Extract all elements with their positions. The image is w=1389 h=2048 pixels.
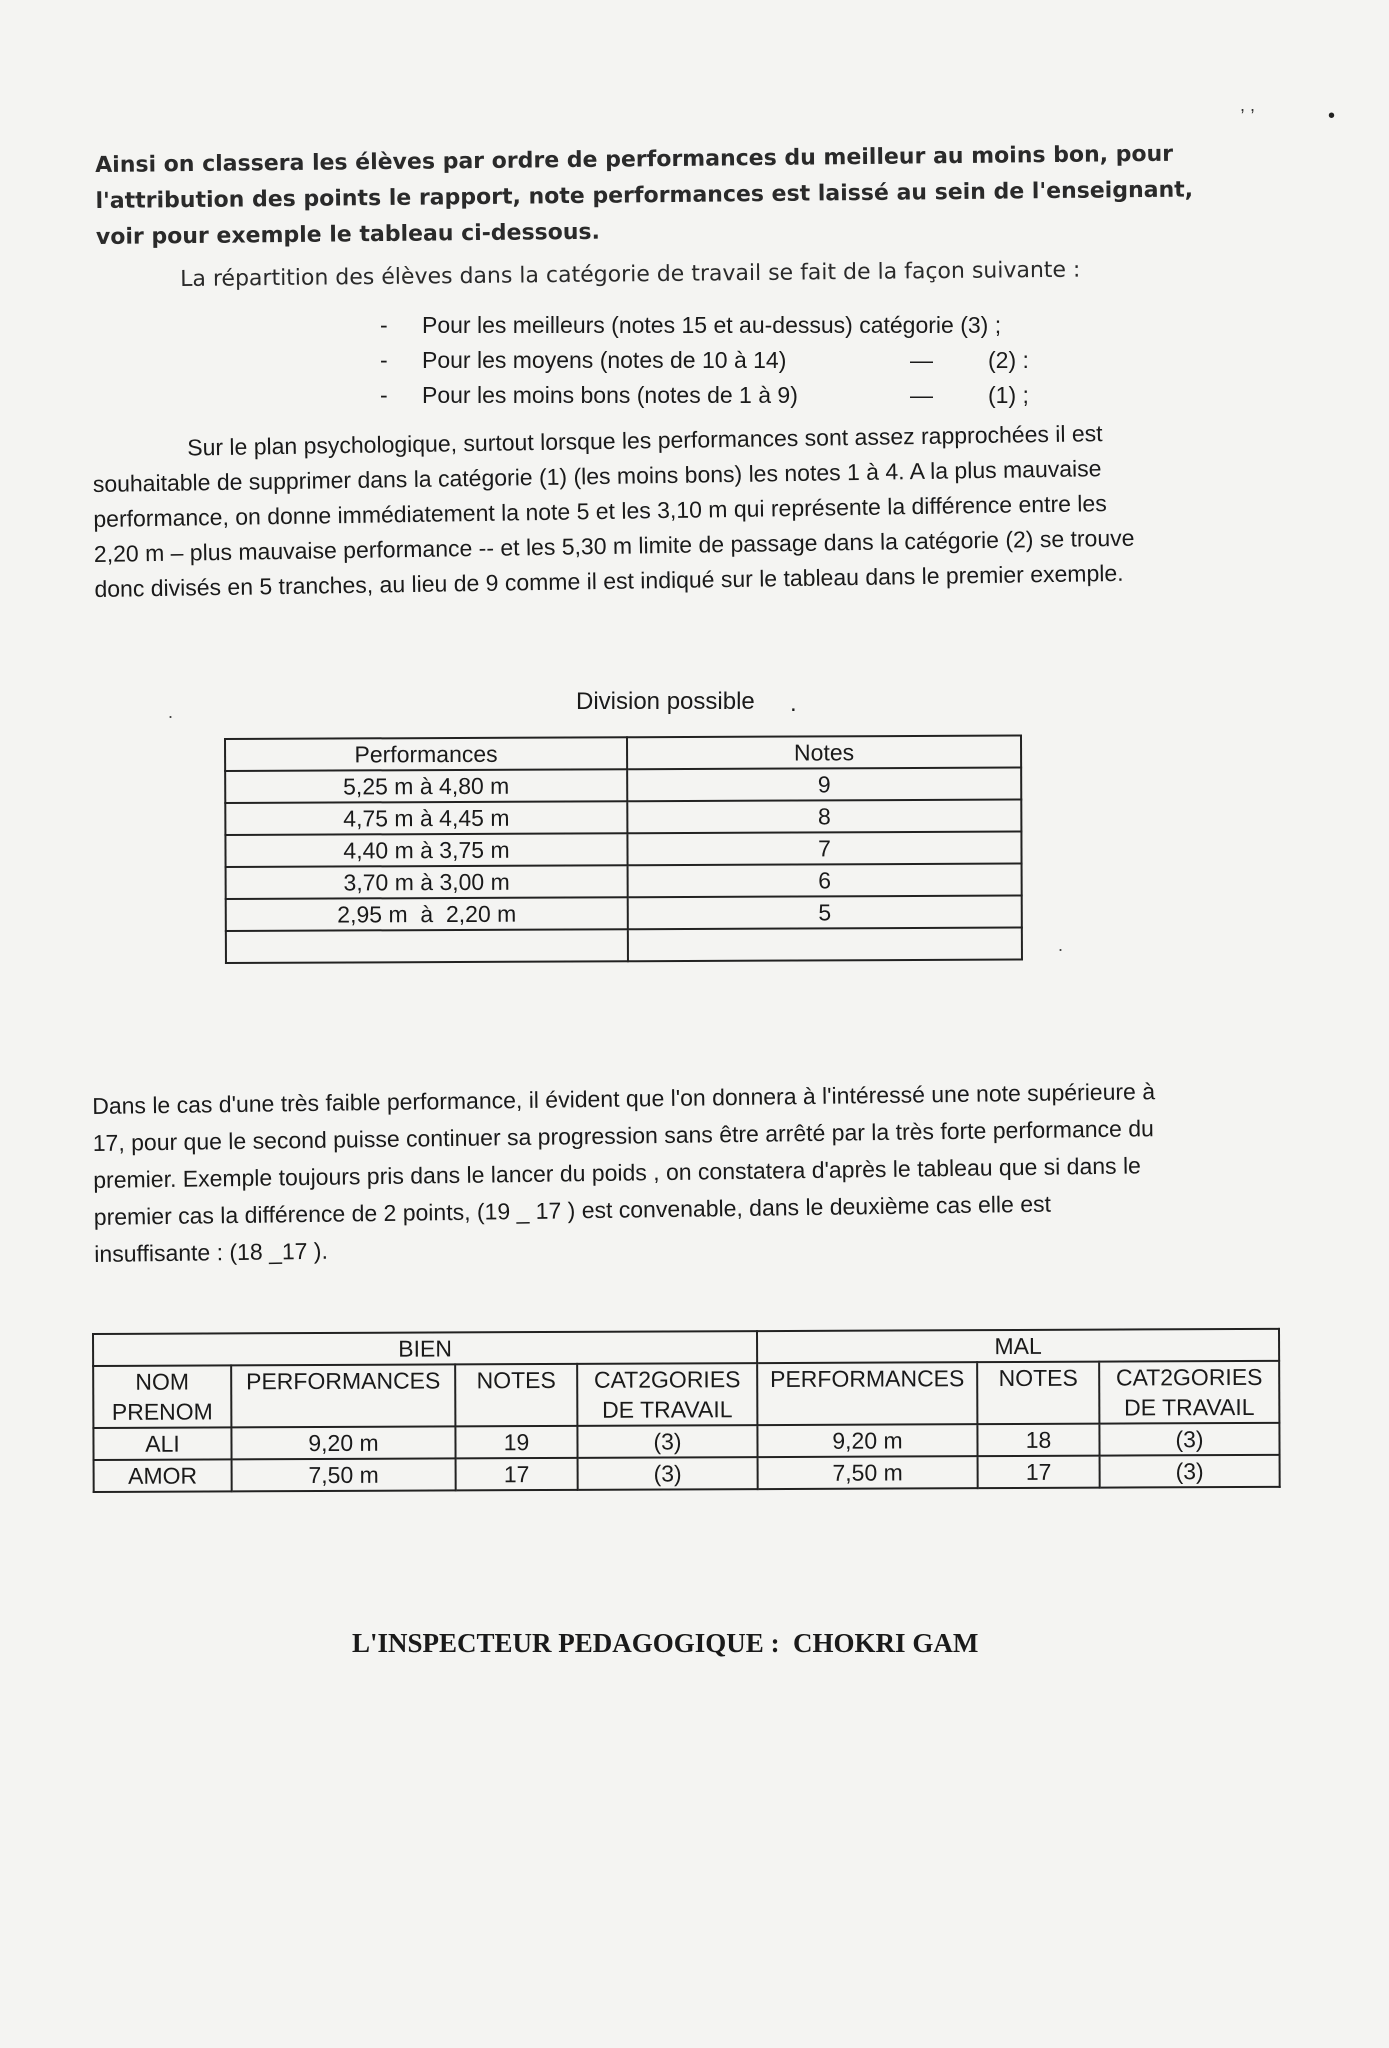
scan-speck: , ,: [1240, 95, 1256, 115]
list-item-text: Pour les meilleurs (notes 15 et au-dessus) catégorie (3) ;: [422, 312, 1002, 338]
table-header-row: [225, 736, 1021, 771]
performance-cell: 4,75 m à 4,45 m: [225, 801, 627, 835]
group-header-row: [93, 1329, 1279, 1366]
repartition-heading: La répartition des élèves dans la catégorie de travail se fait de la façon suivante :: [180, 257, 1081, 292]
column-header-notes: Notes: [627, 736, 1021, 770]
performance-mal: 9,20 m: [757, 1424, 977, 1457]
student-name: AMOR: [94, 1459, 232, 1492]
paragraph-line: 17, pour que le second puisse continuer sa progression sans être arrêté par la très forte performance du: [92, 1115, 1155, 1156]
list-item-text: Pour les moyens (notes de 10 à 14): [422, 347, 787, 373]
division-caption: Division possible: [576, 688, 755, 715]
note-mal: 18: [977, 1424, 1099, 1457]
table-row: [225, 768, 1021, 803]
group-header-bien: BIEN: [93, 1331, 757, 1366]
column-header-row: [93, 1361, 1279, 1428]
list-item-category: (2) :: [988, 347, 1029, 373]
student-name: ALI: [93, 1427, 231, 1460]
categories-label-line2: DE TRAVAIL: [602, 1396, 733, 1423]
categories-label-line1: CAT2GORIES: [1115, 1363, 1263, 1391]
table-row: [226, 864, 1022, 899]
scan-speck: .: [790, 690, 797, 717]
category-mal: (3): [1099, 1423, 1279, 1456]
scan-speck: .: [168, 702, 174, 722]
performance-cell: 3,70 m à 3,00 m: [226, 865, 628, 899]
note-cell: 6: [628, 864, 1022, 898]
performance-bien: 7,50 m: [232, 1458, 456, 1491]
performance-cell: 5,25 m à 4,80 m: [225, 769, 627, 803]
category-mal: (3): [1100, 1455, 1280, 1488]
list-item: [380, 308, 1080, 343]
performance-mal: 7,50 m: [758, 1456, 978, 1489]
weak-performance-paragraph: [92, 1072, 1264, 1273]
intro-paragraph: Ainsi on classera les élèves par ordre de performances du meilleur au moins bon, pour l'attribution des points le rapport, note performances est laissé au sein de l'enseignant, voir pour exemple le tableau ci-dessous.: [95, 141, 1194, 250]
note-mal: 17: [978, 1456, 1100, 1489]
list-item-separator: —: [910, 347, 933, 373]
paragraph-line: insuffisante : (18 _17 ).: [94, 1237, 329, 1267]
scan-speck: •: [1328, 105, 1336, 127]
performance-cell: 2,95 m à 2,20 m: [226, 897, 628, 931]
categories-label-line2: DE TRAVAIL: [1124, 1393, 1255, 1421]
list-item: [380, 378, 1080, 413]
paragraph-line: Dans le cas d'une très faible performance, il évident que l'on donnera à l'intéressé une note supérieure à: [92, 1078, 1156, 1119]
note-cell: 8: [627, 800, 1021, 834]
paragraph-line: 2,20 m – plus mauvaise performance -- et les 5,30 m limite de passage dans la catégorie (2) se trouve: [93, 524, 1135, 567]
paragraph-line: souhaitable de supprimer dans la catégorie (1) (les moins bons) les notes 1 à 4. A la plus mauvaise: [92, 455, 1102, 497]
table-row: [225, 832, 1021, 867]
category-list: [380, 308, 1080, 413]
categories-label-line1: CAT2GORIES: [593, 1366, 741, 1393]
column-header-notes: NOTES: [455, 1364, 577, 1427]
table-row: [225, 800, 1021, 835]
paragraph-line: performance, on donne immédiatement la note 5 et les 3,10 m qui représente la différence entre les: [93, 490, 1107, 532]
paragraph-line: premier. Exemple toujours pris dans le lancer du poids , on constatera d'après le tableau que si dans le: [93, 1152, 1142, 1193]
bullet-dash: -: [380, 312, 388, 338]
paragraph-line: donc divisés en 5 tranches, au lieu de 9 comme il est indiqué sur le tableau dans le premier exemple.: [94, 559, 1124, 602]
list-item-category: (1) ;: [988, 382, 1029, 408]
column-header-performances-mal: PERFORMANCES: [757, 1362, 977, 1425]
performance-cell: [226, 929, 628, 963]
column-header-performances: Performances: [225, 737, 627, 771]
column-header-categories: [577, 1363, 757, 1426]
note-bien: 19: [455, 1426, 577, 1459]
inspector-signature: L'INSPECTEUR PEDAGOGIQUE : CHOKRI GAM: [352, 1628, 979, 1658]
bullet-dash: -: [380, 347, 388, 373]
category-bien: (3): [577, 1425, 757, 1458]
list-item-text: Pour les moins bons (notes de 1 à 9): [422, 382, 798, 408]
bullet-dash: -: [380, 382, 388, 408]
comparison-table: [92, 1328, 1281, 1493]
prenom-label: PRENOM: [111, 1398, 213, 1425]
table-row: [93, 1423, 1279, 1460]
table-row-empty: [226, 928, 1022, 963]
column-header-categories-mal: [1099, 1361, 1279, 1424]
note-cell: 5: [628, 896, 1022, 930]
note-cell: 7: [627, 832, 1021, 866]
psychology-paragraph: [92, 414, 1225, 607]
list-item-separator: —: [910, 382, 933, 408]
paragraph-line: Sur le plan psychologique, surtout lorsque les performances sont assez rapprochées il est: [187, 420, 1103, 461]
scan-speck: .: [1058, 935, 1064, 955]
performance-bien: 9,20 m: [231, 1426, 455, 1459]
list-item: [380, 343, 1080, 378]
performance-cell: 4,40 m à 3,75 m: [225, 833, 627, 867]
column-header-nom-prenom: [93, 1365, 231, 1428]
column-header-performances: PERFORMANCES: [231, 1364, 455, 1427]
nom-label: NOM: [135, 1368, 190, 1395]
table-row: [226, 896, 1022, 931]
column-header-notes-mal: NOTES: [977, 1362, 1099, 1425]
paragraph-line: premier cas la différence de 2 points, (19 _ 17 ) est convenable, dans le deuxième cas elle est: [93, 1190, 1052, 1230]
group-header-mal: MAL: [757, 1329, 1279, 1363]
division-table: [224, 735, 1023, 964]
note-cell: [628, 928, 1022, 962]
category-bien: (3): [578, 1457, 758, 1490]
note-bien: 17: [456, 1458, 578, 1491]
note-cell: 9: [627, 768, 1021, 802]
table-row: [94, 1455, 1280, 1492]
